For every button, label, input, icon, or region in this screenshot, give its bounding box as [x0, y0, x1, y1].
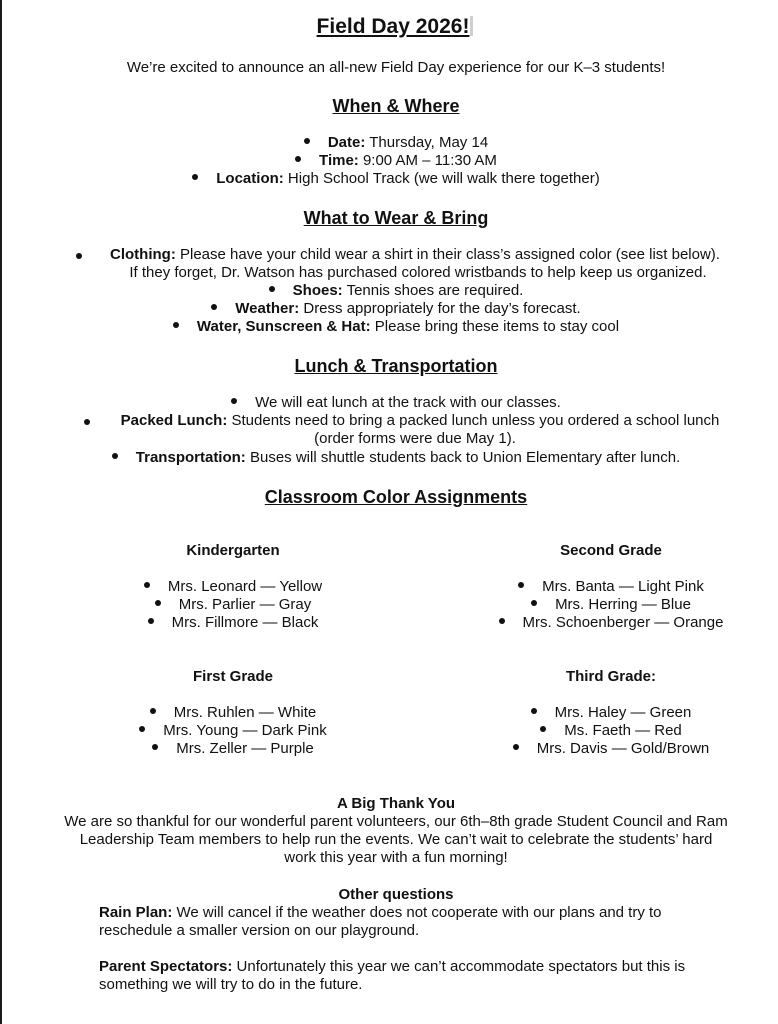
- bullet-icon: [540, 726, 546, 732]
- clothing-item: [0, 246, 778, 282]
- bullet-icon: [531, 600, 537, 606]
- list-item: Mrs. Young — Dark Pink: [38, 722, 428, 740]
- rain-line-1: Rain Plan: We will cancel if the weather does not cooperate with our plans and try to: [99, 904, 662, 921]
- rain-plan: [99, 904, 709, 940]
- intro-text: We’re excited to announce an all-new Field Day experience for our K–3 students!: [126, 59, 666, 76]
- list-item: Mrs. Banta — Light Pink: [416, 578, 778, 596]
- list-item: Mrs. Parlier — Gray: [38, 596, 428, 614]
- item-label: Date:: [327, 134, 366, 151]
- bullet-icon: [155, 600, 161, 606]
- list-item: Water, Sunscreen & Hat: Please bring these items to stay cool: [0, 318, 778, 336]
- list-item: Mrs. Zeller — Purple: [38, 740, 428, 758]
- list-item: [0, 170, 778, 188]
- parent-spectators: [99, 958, 709, 994]
- list-item: Mrs. Herring — Blue: [416, 596, 778, 614]
- lunch-list-1: [0, 394, 778, 412]
- list-item: Mrs. Schoenberger — Orange: [416, 614, 778, 632]
- list-item: Weather: Dress appropriately for the day’s forecast.: [0, 300, 778, 318]
- thanks-line-3: work this year with a fun morning!: [284, 849, 508, 866]
- bullet-icon: [76, 253, 82, 259]
- lunch-heading: Lunch & Transportation: [294, 356, 498, 376]
- bullet-icon: [231, 398, 237, 404]
- item-label: Time:: [319, 152, 359, 169]
- bullet-icon: [531, 708, 537, 714]
- item-text: 9:00 AM – 11:30 AM: [358, 152, 497, 169]
- wear-bring-heading: What to Wear & Bring: [303, 208, 489, 228]
- grade-title: First Grade: [192, 668, 274, 685]
- other-heading: Other questions: [338, 886, 454, 903]
- item-text: Thursday, May 14: [365, 134, 489, 151]
- second-grade-column: [416, 542, 778, 632]
- bullet-icon: [173, 322, 179, 328]
- page-title: Field Day 2026!: [0, 14, 778, 40]
- list-item: Shoes: Tennis shoes are required.: [0, 282, 778, 300]
- lunch-list-2: [0, 449, 778, 467]
- clothing-line-1: Clothing: Please have your child wear a shirt in their class’s assigned color (see list below).: [110, 246, 720, 263]
- spectators-line-1: Parent Spectators: Unfortunately this year we can’t accommodate spectators but this is: [99, 958, 686, 975]
- bullet-icon: [139, 726, 145, 732]
- kindergarten-column: [38, 542, 428, 632]
- list-item: Mrs. Davis — Gold/Brown: [416, 740, 778, 758]
- rain-line-2: reschedule a smaller version on our playground.: [99, 922, 420, 939]
- class-list: [38, 704, 428, 758]
- class-list: [38, 578, 428, 632]
- third-grade-column: [416, 668, 778, 758]
- thanks-section: [0, 795, 778, 867]
- bullet-icon: [211, 304, 217, 310]
- thanks-line-1: We are so thankful for our wonderful parent volunteers, our 6th–8th grade Student Council and Ram: [64, 813, 728, 830]
- item-text: High School Track (we will walk there together): [283, 170, 600, 187]
- packed-lunch-item: [0, 412, 778, 448]
- grade-title: Third Grade:: [565, 668, 656, 685]
- bullet-icon: [518, 582, 524, 588]
- grade-title: Second Grade: [560, 542, 662, 559]
- thanks-line-2: Leadership Team members to help run the events. We can’t wait to celebrate the students’ hard: [79, 831, 713, 848]
- wear-bring-list: [0, 282, 778, 336]
- bullet-icon: [148, 618, 154, 624]
- bullet-icon: [513, 744, 519, 750]
- bullet-icon: [269, 286, 275, 292]
- bullet-icon: [152, 744, 158, 750]
- list-item: Mrs. Haley — Green: [416, 704, 778, 722]
- list-item: [0, 152, 778, 170]
- bullet-icon: [304, 138, 310, 144]
- packed-line-2: (order forms were due May 1).: [314, 430, 516, 447]
- bullet-icon: [84, 419, 90, 425]
- clothing-line-2: If they forget, Dr. Watson has purchased colored wristbands to help keep us organized.: [129, 264, 707, 281]
- class-list: [416, 578, 778, 632]
- when-where-heading: When & Where: [332, 96, 460, 116]
- list-item: Mrs. Leonard — Yellow: [38, 578, 428, 596]
- list-item: [0, 134, 778, 152]
- spectators-line-2: something we will try to do in the future.: [99, 976, 363, 993]
- list-item: Ms. Faeth — Red: [416, 722, 778, 740]
- when-where-list: [0, 134, 778, 188]
- colors-heading: Classroom Color Assignments: [264, 487, 528, 507]
- text-cursor: [470, 16, 473, 36]
- list-item: Transportation: Buses will shuttle students back to Union Elementary after lunch.: [0, 449, 778, 467]
- bullet-icon: [112, 453, 118, 459]
- bullet-icon: [295, 156, 301, 162]
- class-list: [416, 704, 778, 758]
- bullet-icon: [144, 582, 150, 588]
- item-label: Location:: [216, 170, 284, 187]
- bullet-icon: [150, 708, 156, 714]
- first-grade-column: [38, 668, 428, 758]
- thanks-heading: A Big Thank You: [336, 795, 456, 812]
- grade-title: Kindergarten: [186, 542, 280, 559]
- list-item: Mrs. Ruhlen — White: [38, 704, 428, 722]
- bullet-icon: [192, 174, 198, 180]
- list-item: We will eat lunch at the track with our classes.: [0, 394, 778, 412]
- packed-line-1: Packed Lunch: Students need to bring a packed lunch unless you ordered a school lunch: [120, 412, 720, 429]
- list-item: Mrs. Fillmore — Black: [38, 614, 428, 632]
- bullet-icon: [499, 618, 505, 624]
